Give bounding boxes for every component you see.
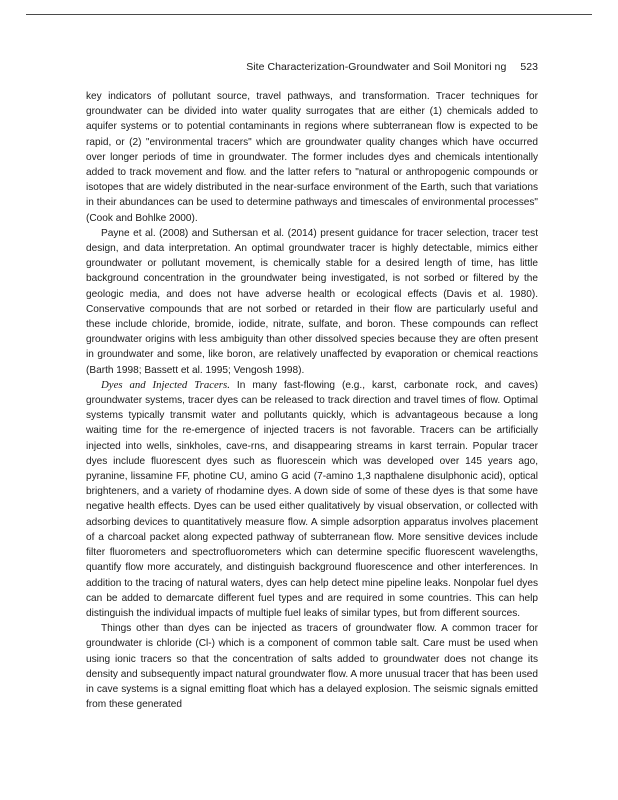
section-heading: Dyes and Injected Tracers. <box>101 378 230 391</box>
body-text <box>86 89 538 712</box>
page-number: 523 <box>520 61 538 73</box>
running-title: Site Characterization-Groundwater and Soil Monitori ng <box>246 61 507 73</box>
running-header <box>86 61 538 73</box>
paragraph-dyes-text: In many fast-flowing (e.g., karst, carbonate rock, and caves) groundwater systems, tracer dyes can be released to track direction and travel times of flow. Optimal systems typically transmit water and pollutants quickly, which is advantageous because a long waiting time for the re-emergence of injected tracers is not favorable. Tracers can be artificially injected into wells, sinkholes, cave-rns, and disappearing streams in karst terrain. Popular tracer dyes include fluorescent dyes such as fluorescein which was developed over 145 years ago, pyranine, lissamine FF, photine CU, amino G acid (7-amino 1,3 napthalene disulphonic acid), optical brighteners, and a variety of rhodamine dyes. A down side of some of these dyes is that some have negative health effects. Dyes can be used either qualitatively by visual observation, or collected with adsorbing devices to quantitatively measure flow. A simple adsorption apparatus involves placement of a charcoal packet along expected pathway of subterranean flow. More sensitive devices include filter fluorometers and spectrofluorometers which can determine specific fluorescent wavelengths, quantify flow more accurately, and distinguish background fluorescence and other interferences. In addition to the tracing of natural waters, dyes can help detect mine pipeline leaks. Nonpolar fuel dyes can be added to demarcate different fuel types and are required in some countries. This can help distinguish the individual impacts of multiple fuel leaks of similar types, but from different sources. <box>86 379 538 619</box>
top-rule <box>26 14 592 15</box>
paragraph-tracer-selection: Payne et al. (2008) and Suthersan et al. (2014) present guidance for tracer selection, tracer test design, and data interpretation. An optimal groundwater tracer is highly detectable, mimics either groundwater or pollutant movement, is chemically stable for a desired length of time, has little background concentration in the groundwater being investigated, is not sorbed or filtered by the geologic media, and does not have adverse health or ecological effects (Davis et al. 1980). Conservative compounds that are not sorbed or retarded in their flow are particularly useful and these include chloride, bromide, iodide, nitrate, sulfate, and boron. These compounds can reflect groundwater origins with less ambiguity than other dissolved species because they are often present in groundwater and some, like boron, are relatively unaffected by evaporation or chemical reactions (Barth 1998; Bassett et al. 1995; Vengosh 1998). <box>86 227 538 376</box>
paragraph-other-tracers: Things other than dyes can be injected as tracers of groundwater flow. A common tracer for groundwater is chloride (Cl-) which is a component of common table salt. Care must be used when using ionic tracers so that the concentration of salts added to groundwater does not change its density and subsequently impact natural groundwater flow. A more unusual tracer that has been used in cave systems is a signal emitting float which has a delayed explosion. The seismic signals emitted from these generated <box>86 623 538 711</box>
paragraph-dyes-injected-tracers <box>86 378 538 621</box>
paragraph-tracer-intro: key indicators of pollutant source, travel pathways, and transformation. Tracer techniques for groundwater can be divided into water quality surrogates that are either (1) chemicals added to aquifer systems or to potential contaminants in regions where subterranean flow is expected to be rapid, or (2) "environmental tracers" which are groundwater quality changes which have occurred over longer periods of time in groundwater. The former includes dyes and chemicals intentionally added to track movement and flow. and the latter refers to "natural or anthropogenic compounds or isotopes that are widely distributed in the near-surface environment of the Earth, such that variations in their abundances can be used to determine pathways and timescales of environmental processes" (Cook and Bohlke 2000). <box>86 91 538 224</box>
